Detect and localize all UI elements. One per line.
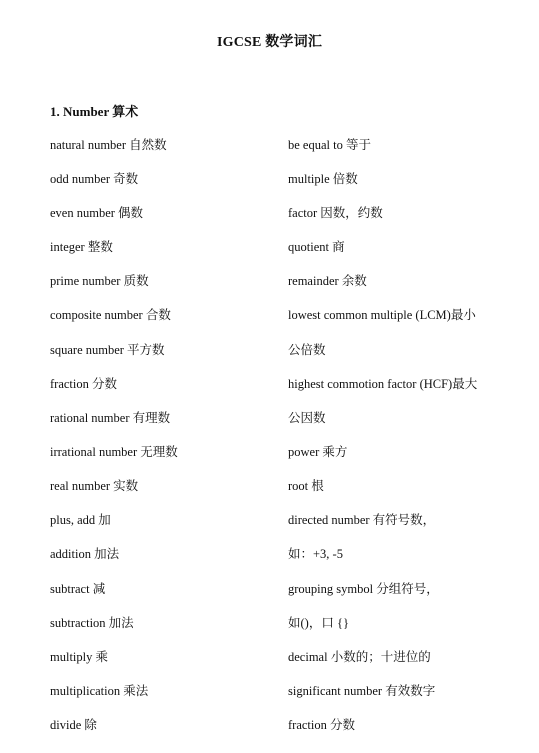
vocab-term-left: fraction 分数	[50, 377, 117, 391]
vocab-term-left: plus, add 加	[50, 513, 111, 527]
vocab-term-left: rational number 有理数	[50, 411, 171, 425]
vocab-term-right: 公倍数	[288, 343, 326, 357]
vocab-term-left: odd number 奇数	[50, 172, 139, 186]
vocab-term-right: directed number 有符号数，	[288, 513, 436, 527]
section-heading-number: 1. Number 算术	[50, 104, 139, 119]
vocab-term-left: irrational number 无理数	[50, 445, 178, 459]
vocab-term-left: prime number 质数	[50, 274, 149, 288]
vocab-term-right: grouping symbol 分组符号，	[288, 582, 439, 596]
vocab-term-left: multiply 乘	[50, 650, 108, 664]
vocab-term-left: real number 实数	[50, 479, 139, 493]
vocab-term-left: multiplication 乘法	[50, 684, 149, 698]
vocab-term-right: lowest common multiple (LCM)最小	[288, 308, 476, 322]
vocab-term-right: factor 因数，约数	[288, 206, 383, 220]
vocab-term-right: remainder 余数	[288, 274, 367, 288]
vocab-term-left: square number 平方数	[50, 343, 165, 357]
vocab-term-right: decimal 小数的；十进位的	[288, 650, 431, 664]
vocab-term-right: multiple 倍数	[288, 172, 358, 186]
vocab-term-left: composite number 合数	[50, 308, 171, 322]
vocab-term-left: subtraction 加法	[50, 616, 134, 630]
vocab-term-right: significant number 有效数字	[288, 684, 436, 698]
vocab-term-right: fraction 分数	[288, 718, 355, 732]
vocab-term-left: natural number 自然数	[50, 138, 167, 152]
document-title: IGCSE 数学词汇	[216, 35, 323, 50]
vocab-term-right: root 根	[288, 479, 324, 493]
vocab-term-right: highest commotion factor (HCF)最大	[288, 377, 478, 391]
vocab-term-left: subtract 减	[50, 582, 106, 596]
vocab-term-right: be equal to 等于	[288, 138, 371, 152]
vocab-term-left: divide 除	[50, 718, 97, 732]
vocab-term-right: 如()，口 {}	[288, 616, 349, 630]
vocab-term-right: 如：+3, -5	[288, 547, 343, 561]
vocab-term-right: 公因数	[288, 411, 326, 425]
vocab-term-left: even number 偶数	[50, 206, 144, 220]
vocab-term-left: integer 整数	[50, 240, 113, 254]
vocab-term-right: power 乘方	[288, 445, 348, 459]
vocab-term-left: addition 加法	[50, 547, 120, 561]
vocab-term-right: quotient 商	[288, 240, 345, 254]
